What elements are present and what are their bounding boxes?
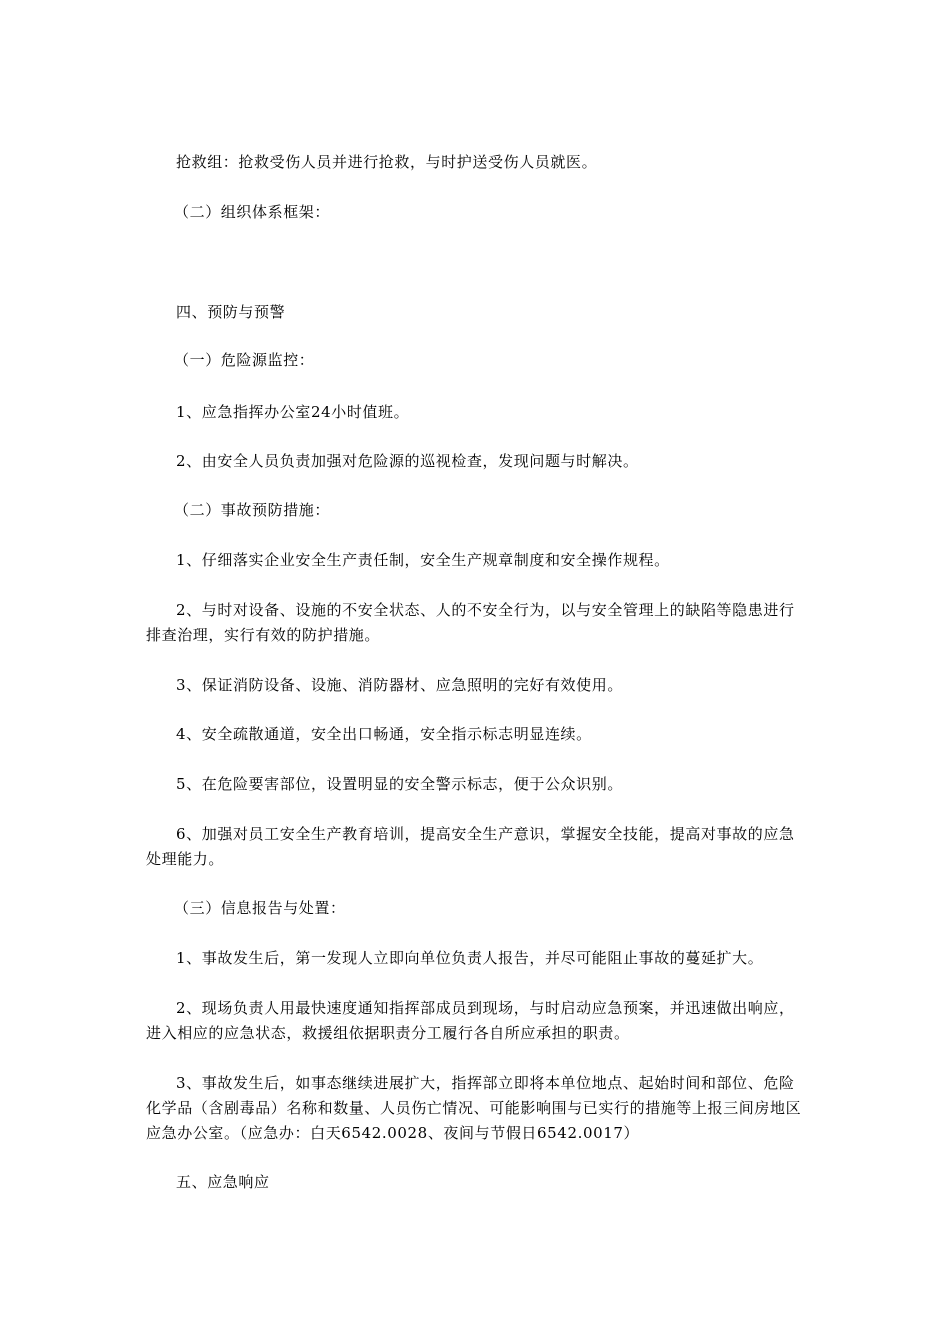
paragraph-measure-6: 6、加强对员工安全生产教育培训，提高安全生产意识，掌握安全技能，提高对事故的应急处理能力。 (146, 825, 795, 868)
paragraph-item-1-duty: 1、应急指挥办公室24小时值班。 (176, 403, 410, 421)
paragraph-report-3: 3、事故发生后，如事态继续进展扩大，指挥部立即将本单位地点、起始时间和部位、危险化学品（含剧毒品）名称和数量、人员伤亡情况、可能影响围与已实行的措施等上报三间房地区应急办公室。（应急办：白天6542.0028、夜间与节假日6542.0017） (146, 1074, 802, 1142)
paragraph-report-1: 1、事故发生后，第一发现人立即向单位负责人报告，并尽可能阻止事故的蔓延扩大。 (176, 949, 764, 967)
paragraph-accident-prevention: （二）事故预防措施： (174, 501, 331, 519)
heading-prevention-warning: 四、预防与预警 (176, 303, 286, 321)
paragraph-info-report: （三）信息报告与处置： (174, 899, 346, 917)
paragraph-measure-1: 1、仔细落实企业安全生产责任制，安全生产规章制度和安全操作规程。 (176, 551, 670, 569)
paragraph-report-2: 2、现场负责人用最快速度通知指挥部成员到现场，与时启动应急预案，并迅速做出响应，进入相应的应急状态，救援组依据职责分工履行各自所应承担的职责。 (146, 999, 795, 1042)
paragraph-measure-5: 5、在危险要害部位，设置明显的安全警示标志，便于公众识别。 (176, 775, 623, 793)
paragraph-hazard-monitoring: （一）危险源监控： (174, 351, 315, 369)
paragraph-rescue-group: 抢救组：抢救受伤人员并进行抢救，与时护送受伤人员就医。 (176, 153, 598, 171)
paragraph-measure-3: 3、保证消防设备、设施、消防器材、应急照明的完好有效使用。 (176, 676, 623, 694)
paragraph-measure-4: 4、安全疏散通道，安全出口畅通，安全指示标志明显连续。 (176, 725, 592, 743)
paragraph-org-framework: （二）组织体系框架： (174, 203, 331, 221)
paragraph-item-2-inspection: 2、由安全人员负责加强对危险源的巡视检查，发现问题与时解决。 (176, 452, 639, 470)
heading-emergency-response: 五、应急响应 (176, 1173, 270, 1191)
paragraph-measure-2: 2、与时对设备、设施的不安全状态、人的不安全行为，以与安全管理上的缺陷等隐患进行排查治理，实行有效的防护措施。 (146, 601, 795, 644)
